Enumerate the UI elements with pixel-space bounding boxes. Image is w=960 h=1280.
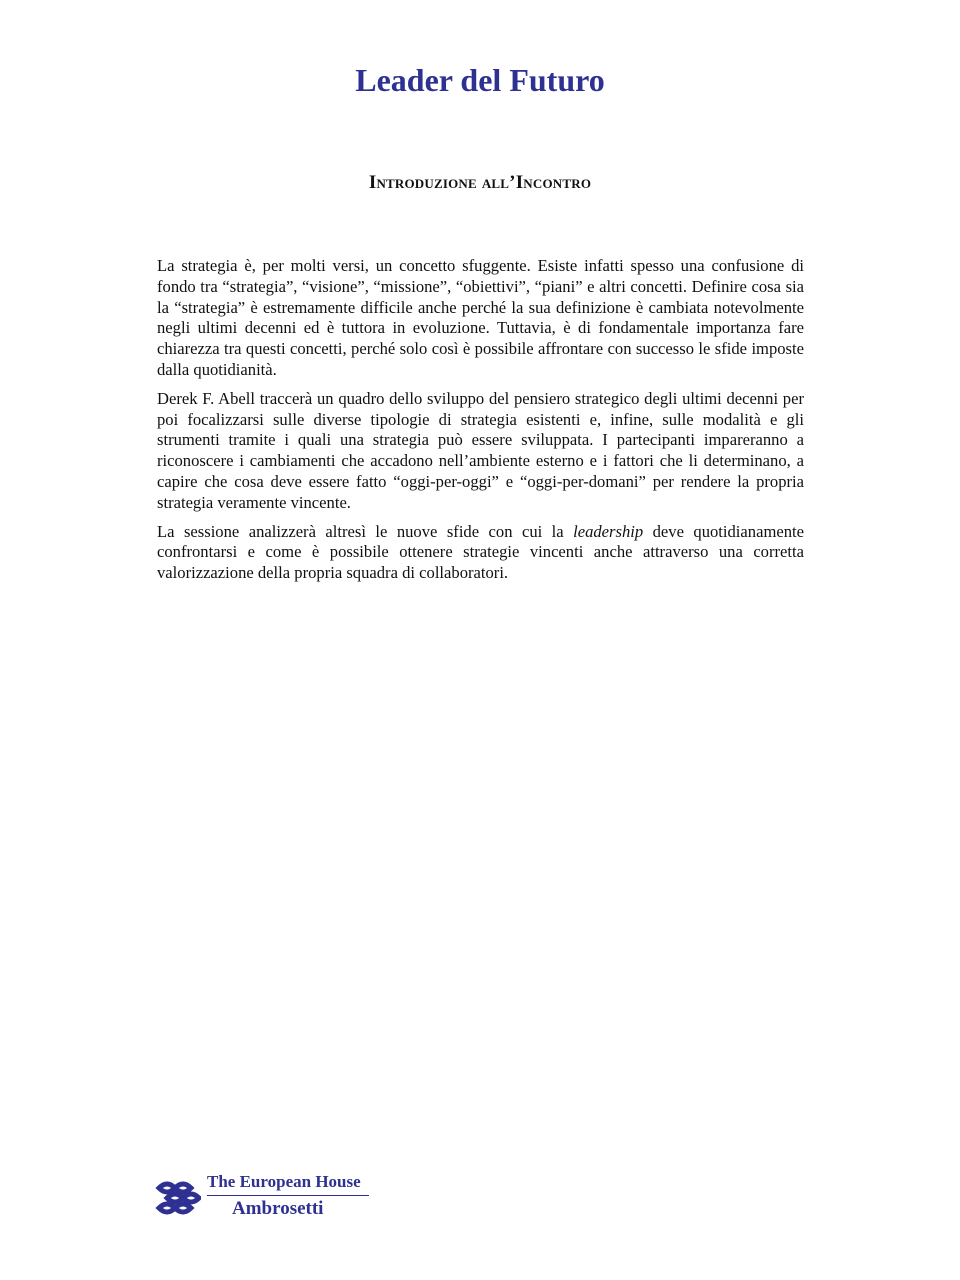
section-subtitle: Introduzione all’Incontro [368,172,592,193]
page-title: Leader del Futuro [355,62,605,98]
paragraph-3-start: La sessione analizzerà altresì le nuove sfide con cui la [157,521,574,541]
paragraph-2: Derek F. Abell traccerà un quadro dello sviluppo del pensiero strategico degli ultimi decenni per poi focalizzarsi sulle diverse tipologie di strategia esistenti e, infine, sulle modalità e gli strumenti tramite i quali una strategia può essere sviluppata. I partecipanti impareranno a riconoscere i cambiamenti che accadono nell’ambiente esterno e i fattori che li determinano, a capire che cosa deve essere fatto “oggi-per-oggi” e “oggi-per-domani” per rendere la propria strategia veramente vincente. [157,388,804,512]
logo-text-line2: Ambrosetti [232,1198,324,1219]
company-logo [155,1172,375,1224]
paragraph-1: La strategia è, per molti versi, un concetto sfuggente. Esiste infatti spesso una confusione di fondo tra “strategia”, “visione”, “missione”, “obiettivi”, “piani” e altri concetti. Definire cosa sia la “strategia” è estremamente difficile anche perché la sua definizione è cambiata notevolmente negli ultimi decenni ed è tuttora in evoluzione. Tuttavia, è di fondamentale importanza fare chiarezza tra questi concetti, perché solo così è possibile affrontare con successo le sfide imposte dalla quotidianità. [157,256,804,379]
leadership-emphasis: leadership [573,521,644,541]
paragraph-3 [157,522,804,584]
paragraph-3-end: deve quotidianamente confrontarsi e come è possibile ottenere strategie vincenti anche attraverso una corretta valorizzazione della propria squadra di collaboratori. [157,521,804,583]
european-house-logo-icon [155,1178,201,1218]
logo-divider [207,1195,369,1196]
logo-text-line1: The European House [207,1172,361,1191]
body-text [157,256,804,592]
